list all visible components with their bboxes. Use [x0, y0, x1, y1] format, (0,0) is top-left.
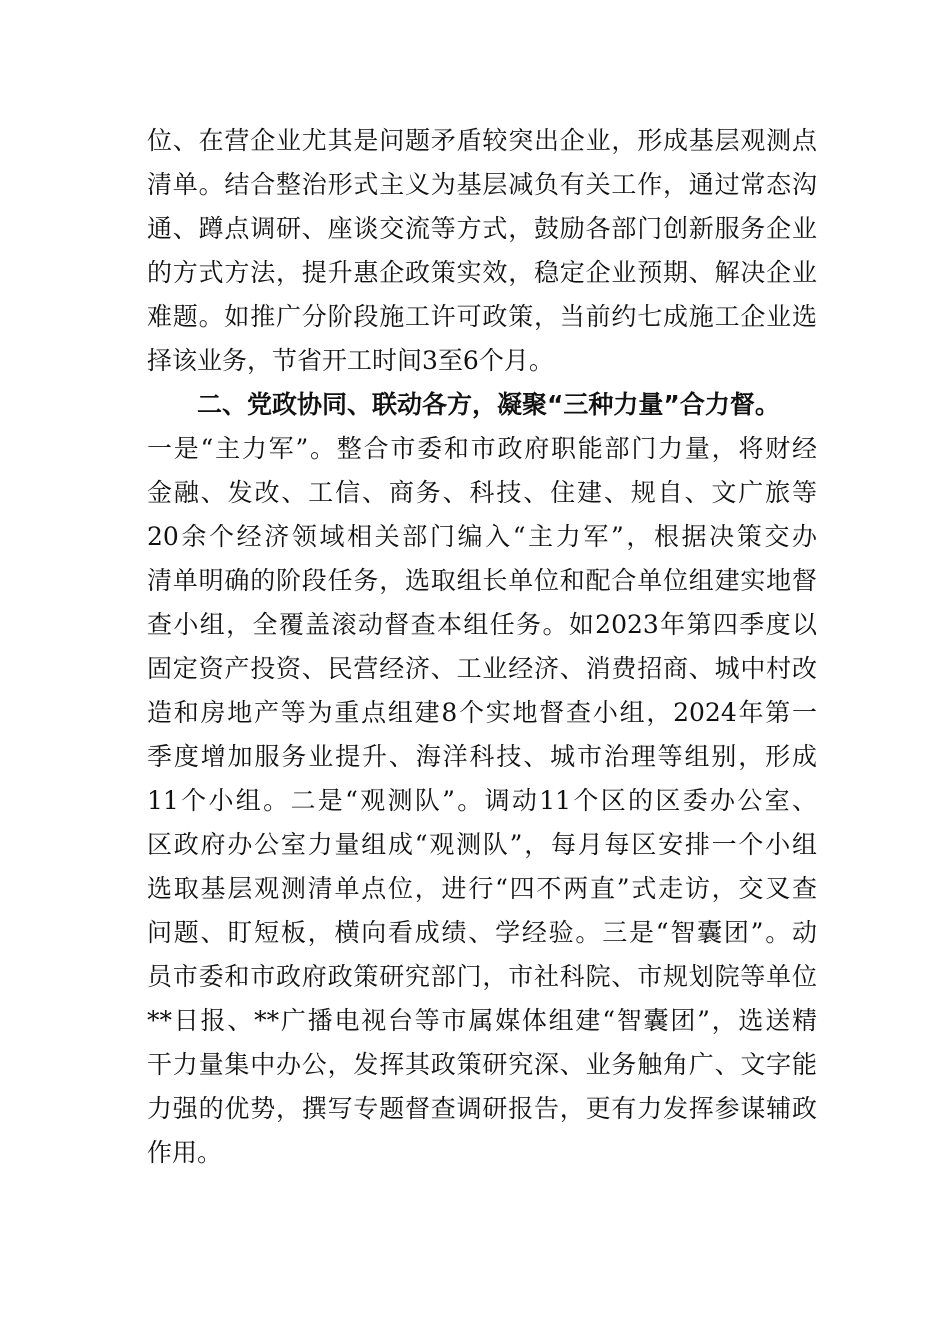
text-line: 金融、发改、工信、商务、科技、住建、规自、文广旅等 — [147, 478, 817, 507]
text-line: 作用。 — [147, 1138, 223, 1167]
text-line: 择该业务，节省开工时间3至6个月。 — [147, 346, 554, 375]
text-line: 一是“主力军”。整合市委和市政府职能部门力量，将财经 — [147, 434, 817, 463]
text-line: 难题。如推广分阶段施工许可政策，当前约七成施工企业选 — [147, 302, 817, 331]
paragraph-1 — [147, 119, 817, 383]
document-body — [147, 119, 817, 1175]
text-line: 查小组，全覆盖滚动督查本组任务。如2023年第四季度以 — [147, 610, 817, 639]
text-line: 干力量集中办公，发挥其政策研究深、业务触角广、文字能 — [147, 1050, 817, 1079]
section-2 — [147, 383, 817, 1175]
text-line: 固定资产投资、民营经济、工业经济、消费招商、城中村改 — [147, 654, 817, 683]
text-line: 选取基层观测清单点位，进行“四不两直”式走访，交叉查 — [147, 874, 817, 903]
text-line: **日报、**广播电视台等市属媒体组建“智囊团”，选送精 — [147, 1006, 817, 1035]
text-line: 的方式方法，提升惠企政策实效，稳定企业预期、解决企业 — [147, 258, 817, 287]
section-heading-text: 二、党政协同、联动各方，凝聚“三种力量”合力督。 — [197, 390, 780, 419]
text-line: 季度增加服务业提升、海洋科技、城市治理等组别，形成 — [147, 742, 817, 771]
text-line: 位、在营企业尤其是问题矛盾较突出企业，形成基层观测点 — [147, 126, 817, 155]
text-line: 问题、盯短板，横向看成绩、学经验。三是“智囊团”。动 — [147, 918, 817, 947]
text-line: 员市委和市政府政策研究部门，市社科院、市规划院等单位 — [147, 962, 817, 991]
text-line: 通、蹲点调研、座谈交流等方式，鼓励各部门创新服务企业 — [147, 214, 817, 243]
text-line: 清单明确的阶段任务，选取组长单位和配合单位组建实地督 — [147, 566, 817, 595]
section-heading — [147, 383, 817, 427]
text-line: 清单。结合整治形式主义为基层减负有关工作，通过常态沟 — [147, 170, 817, 199]
text-line: 力强的优势，撰写专题督查调研报告，更有力发挥参谋辅政 — [147, 1094, 817, 1123]
text-line: 造和房地产等为重点组建8个实地督查小组，2024年第一 — [147, 698, 817, 727]
text-line: 20余个经济领域相关部门编入“主力军”，根据决策交办 — [147, 522, 817, 551]
text-line: 11个小组。二是“观测队”。调动11个区的区委办公室、 — [147, 786, 817, 815]
text-line: 区政府办公室力量组成“观测队”，每月每区安排一个小组 — [147, 830, 817, 859]
